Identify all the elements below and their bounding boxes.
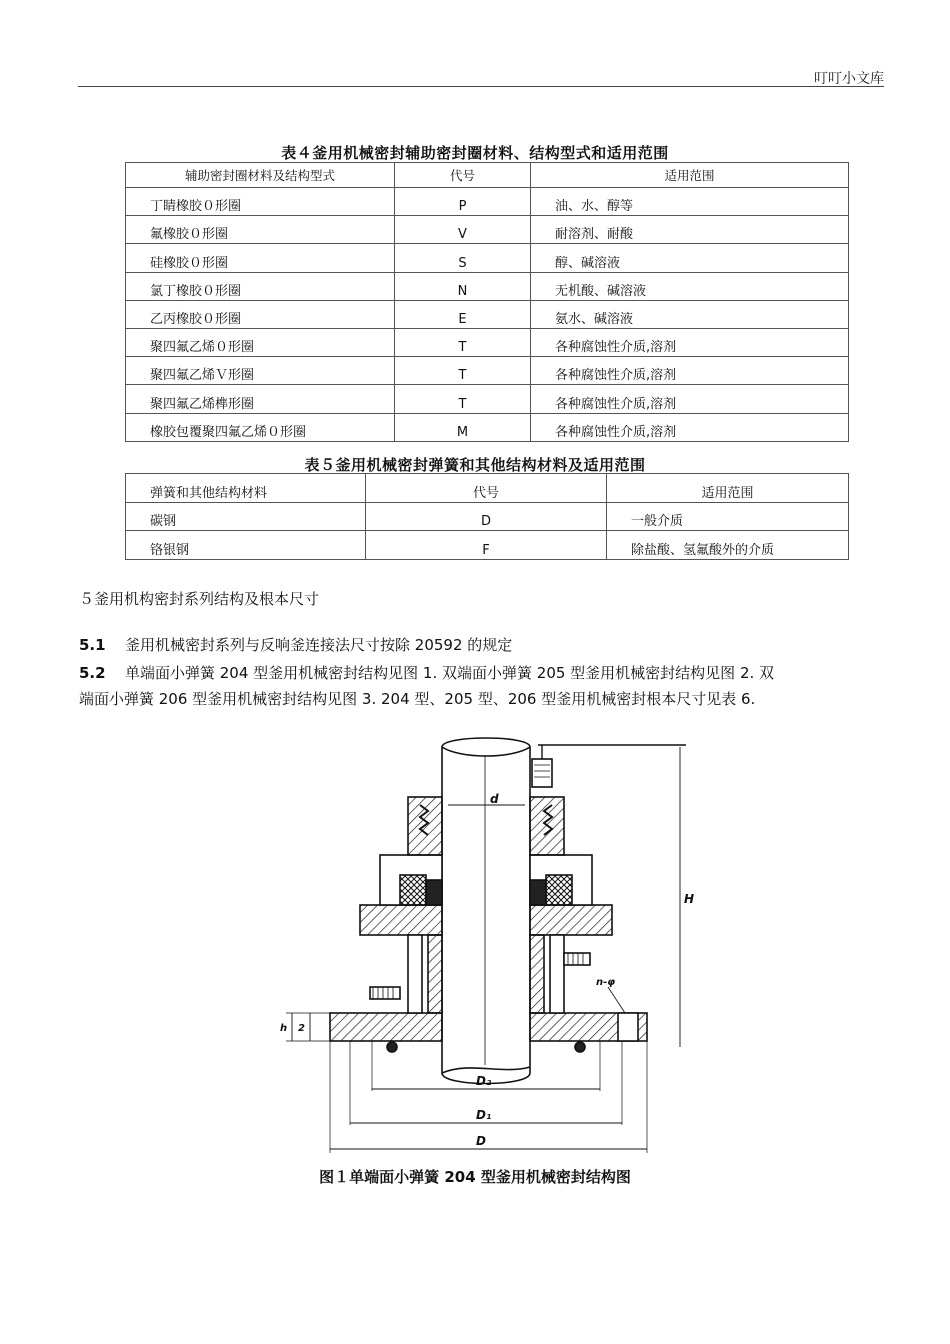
table4-header-code: 代号 [395, 163, 531, 188]
section5-2 [79, 660, 884, 712]
table4-caption: 表４釜用机械密封辅助密封圈材料、结构型式和适用范围 [281, 144, 669, 162]
shaft [442, 738, 530, 1084]
table4-material-cell: 乙丙橡胶０形圈 [126, 300, 395, 328]
gland-left [360, 905, 442, 935]
table4-header-range: 适用范围 [531, 163, 849, 188]
table4-range-cell: 各种腐蚀性介质,溶剂 [531, 357, 849, 385]
label-h: h [280, 1023, 288, 1034]
section5-2-number: 5.2 [79, 664, 106, 682]
table4-code-cell: E [395, 300, 531, 328]
table4-code-cell: N [395, 272, 531, 300]
table4-material-cell: 硅橡胶０形圈 [126, 244, 395, 272]
label-n-phi: n-φ [596, 977, 616, 988]
table4-material-cell: 聚四氟乙烯榫形圈 [126, 385, 395, 413]
table4-material-cell: 丁睛橡胶０形圈 [126, 188, 395, 216]
table4-row [126, 216, 849, 244]
label-D1: D₁ [476, 1108, 492, 1122]
table4-code-cell: T [395, 385, 531, 413]
table5-material-cell: 碳钢 [126, 502, 366, 531]
table4-code-cell: P [395, 188, 531, 216]
table4-range-cell: 耐溶剂、耐酸 [531, 216, 849, 244]
seal-structure-drawing [270, 735, 700, 1155]
table4-range-cell: 无机酸、碱溶液 [531, 272, 849, 300]
section5-2-line1: 单端面小弹簧 204 型釜用机械密封结构见图 1. 双端面小弹簧 205 型釜用机械密封结构见图 2. 双 [125, 664, 775, 682]
table5-range-cell: 除盐酸、氢氟酸外的介质 [607, 531, 849, 560]
table5-row [126, 531, 849, 560]
section5-title: ５釜用机构密封系列结构及根本尺寸 [79, 590, 320, 608]
label-d: d [490, 792, 499, 806]
table5 [125, 473, 849, 560]
table5-header-range: 适用范围 [607, 474, 849, 503]
table4-material-cell: 聚四氟乙烯０形圈 [126, 328, 395, 356]
table4-code-cell: V [395, 216, 531, 244]
section5-1 [79, 632, 884, 658]
label-D: D [476, 1134, 486, 1148]
label-D2: D₂ [476, 1074, 492, 1088]
header-rule [78, 86, 884, 87]
table4-row [126, 328, 849, 356]
table5-caption: 表５釜用机械密封弹簧和其他结构材料及适用范围 [304, 456, 646, 474]
label-H: H [684, 892, 695, 906]
table4-range-cell: 各种腐蚀性介质,溶剂 [531, 328, 849, 356]
table5-range-cell: 一般介质 [607, 502, 849, 531]
table4-range-cell: 氨水、碱溶液 [531, 300, 849, 328]
label-2: 2 [298, 1023, 305, 1034]
table4-header-material: 辅助密封圈材料及结构型式 [126, 163, 395, 188]
table5-row [126, 502, 849, 531]
table4-range-cell: 各种腐蚀性介质,溶剂 [531, 385, 849, 413]
table4-range-cell: 各种腐蚀性介质,溶剂 [531, 413, 849, 441]
table4-code-cell: S [395, 244, 531, 272]
table4-row [126, 188, 849, 216]
table4-row [126, 272, 849, 300]
gland-right [530, 905, 612, 935]
table5-code-cell: D [366, 502, 607, 531]
header-site-name: 叮叮小文库 [814, 71, 884, 87]
table4-header-row [126, 163, 849, 188]
bottom-flange-left [330, 1013, 442, 1041]
table4-material-cell: 氟橡胶０形圈 [126, 216, 395, 244]
figure1-caption: 图１单端面小弹簧 204 型釜用机械密封结构图 [319, 1168, 631, 1186]
table4-row [126, 385, 849, 413]
table4-material-cell: 氯丁橡胶０形圈 [126, 272, 395, 300]
table5-material-cell: 铬银钢 [126, 531, 366, 560]
table4 [125, 162, 849, 442]
section5-1-text: 釜用机械密封系列与反响釜连接法尺寸按除 20592 的规定 [125, 636, 513, 654]
table4-row [126, 413, 849, 441]
table5-header-row [126, 474, 849, 503]
table4-row [126, 300, 849, 328]
section5-1-number: 5.1 [79, 636, 106, 654]
section5-2-line2: 端面小弹簧 206 型釜用机械密封结构见图 3. 204 型、205 型、206 型釜用机械密封根本尺寸见表 6. [79, 690, 756, 708]
table4-code-cell: T [395, 357, 531, 385]
table4-material-cell: 聚四氟乙烯Ｖ形圈 [126, 357, 395, 385]
table4-code-cell: T [395, 328, 531, 356]
table4-row [126, 357, 849, 385]
table5-code-cell: F [366, 531, 607, 560]
table4-range-cell: 醇、碱溶液 [531, 244, 849, 272]
table4-row [126, 244, 849, 272]
table5-header-code: 代号 [366, 474, 607, 503]
table4-code-cell: M [395, 413, 531, 441]
table4-range-cell: 油、水、醇等 [531, 188, 849, 216]
table5-header-material: 弹簧和其他结构材料 [126, 474, 366, 503]
table4-material-cell: 橡胶包覆聚四氟乙烯０形圈 [126, 413, 395, 441]
